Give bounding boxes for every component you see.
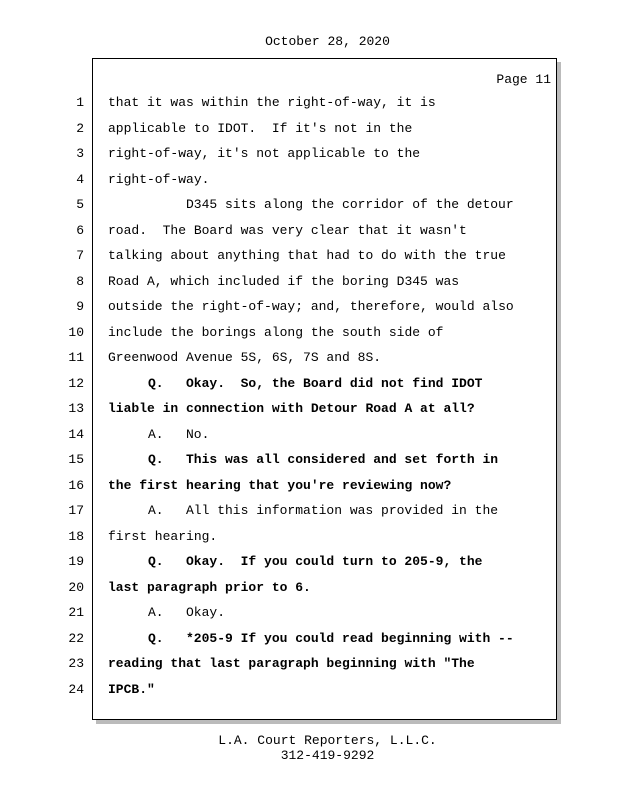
line-number: 10: [68, 324, 84, 340]
line-text: Okay. So, the Board did not find IDOT: [186, 375, 483, 391]
line-number: 1: [76, 95, 84, 110]
line-text: This was all considered and set forth in: [186, 452, 499, 467]
line-number: 14: [68, 426, 84, 442]
transcript-line: [0, 376, 560, 396]
transcript-line: [0, 554, 560, 574]
speaker-label: Q.: [148, 375, 164, 391]
line-number: 3: [76, 146, 84, 161]
line-text: talking about anything that had to do with the true: [108, 248, 506, 263]
transcript-line: [0, 248, 560, 268]
line-number: 6: [76, 222, 84, 238]
line-number: 24: [68, 681, 84, 697]
line-number: 9: [76, 299, 84, 314]
line-number: 21: [68, 605, 84, 620]
transcript-line: [0, 605, 560, 625]
transcript-line: [0, 529, 560, 549]
line-text: include the borings along the south side of: [108, 324, 444, 340]
line-number: 23: [68, 656, 84, 671]
line-number: 17: [68, 503, 84, 518]
transcript-line: [0, 223, 560, 243]
line-number: 15: [68, 452, 84, 467]
line-text: right-of-way, it's not applicable to the: [108, 146, 421, 161]
line-text: right-of-way.: [108, 171, 210, 187]
line-text: No.: [186, 426, 210, 442]
transcript-line: [0, 146, 560, 166]
transcript-line: [0, 682, 560, 702]
page-number: Page 11: [496, 72, 551, 87]
transcript-line: [0, 656, 560, 676]
line-number: 8: [76, 273, 84, 289]
line-text: applicable to IDOT. If it's not in the: [108, 120, 413, 136]
transcript-line: [0, 427, 560, 447]
line-number: 7: [76, 248, 84, 263]
transcript-date: October 28, 2020: [265, 34, 390, 49]
line-text: All this information was provided in the: [186, 503, 499, 518]
transcript-line: [0, 580, 560, 600]
line-number: 20: [68, 579, 84, 595]
line-number: 16: [68, 477, 84, 493]
line-number: 11: [68, 350, 84, 365]
line-text: Okay.: [186, 605, 226, 620]
line-number: 19: [68, 554, 84, 569]
transcript-line: [0, 274, 560, 294]
line-text: Okay. If you could turn to 205-9, the: [186, 554, 483, 569]
transcript-line: [0, 631, 560, 651]
line-number: 12: [68, 375, 84, 391]
line-text: road. The Board was very clear that it wasn't: [108, 222, 467, 238]
transcript-line: [0, 121, 560, 141]
transcript-line: [0, 95, 560, 115]
transcript-line: [0, 325, 560, 345]
line-text: reading that last paragraph beginning with "The: [108, 656, 475, 671]
line-text: outside the right-of-way; and, therefore, would also: [108, 299, 514, 314]
speaker-label: A.: [148, 426, 164, 442]
footer-phone: 312-419-9292: [280, 748, 375, 763]
line-text: that it was within the right-of-way, it is: [108, 95, 436, 110]
transcript-line: [0, 299, 560, 319]
line-text: *205-9 If you could read beginning with --: [186, 630, 514, 646]
transcript-line: [0, 503, 560, 523]
transcript-line: [0, 452, 560, 472]
line-text: Road A, which included if the boring D345 was: [108, 273, 460, 289]
line-text: liable in connection with Detour Road A at all?: [108, 401, 475, 416]
transcript-line: [0, 350, 560, 370]
line-number: 18: [68, 528, 84, 544]
line-number: 2: [76, 120, 84, 136]
line-number: 5: [76, 197, 84, 212]
line-text: the first hearing that you're reviewing now?: [108, 477, 452, 493]
speaker-label: Q.: [148, 630, 164, 646]
line-number: 22: [68, 630, 84, 646]
line-number: 13: [68, 401, 84, 416]
transcript-line: [0, 401, 560, 421]
transcript-line: [0, 478, 560, 498]
speaker-label: A.: [148, 503, 164, 518]
line-text: first hearing.: [108, 528, 218, 544]
footer-company: L.A. Court Reporters, L.L.C.: [218, 733, 437, 748]
transcript-line: [0, 197, 560, 217]
line-text: D345 sits along the corridor of the detour: [186, 197, 514, 212]
transcript-line: [0, 172, 560, 192]
speaker-label: A.: [148, 605, 164, 620]
line-text: last paragraph prior to 6.: [108, 579, 311, 595]
line-text: Greenwood Avenue 5S, 6S, 7S and 8S.: [108, 350, 382, 365]
speaker-label: Q.: [148, 554, 164, 569]
line-number: 4: [76, 171, 84, 187]
line-text: IPCB.": [108, 681, 155, 697]
speaker-label: Q.: [148, 452, 164, 467]
